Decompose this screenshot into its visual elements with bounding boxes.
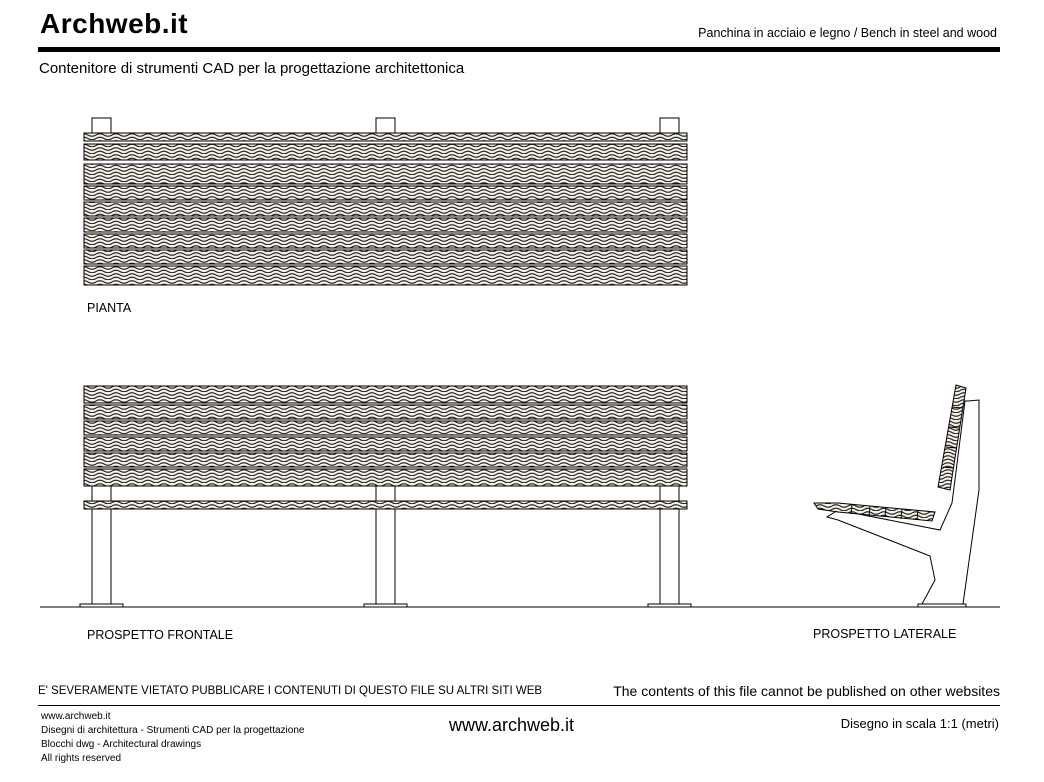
backrest-slat xyxy=(84,386,687,403)
credits-line: Disegni di architettura - Strumenti CAD per la progettazione xyxy=(41,725,305,736)
plan-slat xyxy=(84,234,687,248)
label-plan: PIANTA xyxy=(87,301,132,315)
leg xyxy=(376,509,395,605)
backrest-slat xyxy=(84,453,687,467)
leg xyxy=(92,509,111,605)
backrest-slat xyxy=(84,469,687,486)
plan-post-cap xyxy=(92,118,111,133)
credits-line: All rights reserved xyxy=(41,753,122,764)
plan-slat xyxy=(84,202,687,216)
side-elevation xyxy=(814,385,979,607)
label-front-elevation: PROSPETTO FRONTALE xyxy=(87,628,234,642)
label-side-elevation: PROSPETTO LATERALE xyxy=(813,627,957,641)
backrest-slat xyxy=(84,405,687,419)
plan-view xyxy=(84,118,687,285)
plan-slat xyxy=(84,133,687,141)
credits-block xyxy=(41,710,304,766)
backrest-slat xyxy=(84,421,687,435)
leg-upper xyxy=(376,486,395,501)
plan-slat xyxy=(84,266,687,285)
plan-slat xyxy=(84,186,687,200)
leg xyxy=(660,509,679,605)
warning-english: The contents of this file cannot be published on other websites xyxy=(613,683,1000,699)
backrest-slat xyxy=(84,437,687,451)
plan-post-cap xyxy=(660,118,679,133)
leg-upper xyxy=(92,486,111,501)
seat-slat xyxy=(84,501,687,509)
plan-slat xyxy=(84,144,687,160)
front-elevation xyxy=(80,386,691,607)
leg-upper xyxy=(660,486,679,501)
footer-divider xyxy=(38,705,1000,706)
drawing-subtitle: Contenitore di strumenti CAD per la progettazione architettonica xyxy=(39,60,465,77)
plan-slat xyxy=(84,250,687,264)
credits-line: www.archweb.it xyxy=(41,711,111,722)
plan-slat xyxy=(84,164,687,184)
credits-line: Blocchi dwg - Architectural drawings xyxy=(41,739,202,750)
site-url[interactable]: www.archweb.it xyxy=(449,715,575,735)
warning-italian: E' SEVERAMENTE VIETATO PUBBLICARE I CONTENUTI DI QUESTO FILE SU ALTRI SITI WEB xyxy=(38,685,543,697)
side-foot xyxy=(918,604,966,607)
archweb-logo: Archweb.it xyxy=(40,8,189,39)
plan-post-cap xyxy=(376,118,395,133)
scale-note: Disegno in scala 1:1 (metri) xyxy=(840,716,999,731)
drawing-title: Panchina in acciaio e legno / Bench in steel and wood xyxy=(698,26,997,40)
plan-slat xyxy=(84,218,687,232)
